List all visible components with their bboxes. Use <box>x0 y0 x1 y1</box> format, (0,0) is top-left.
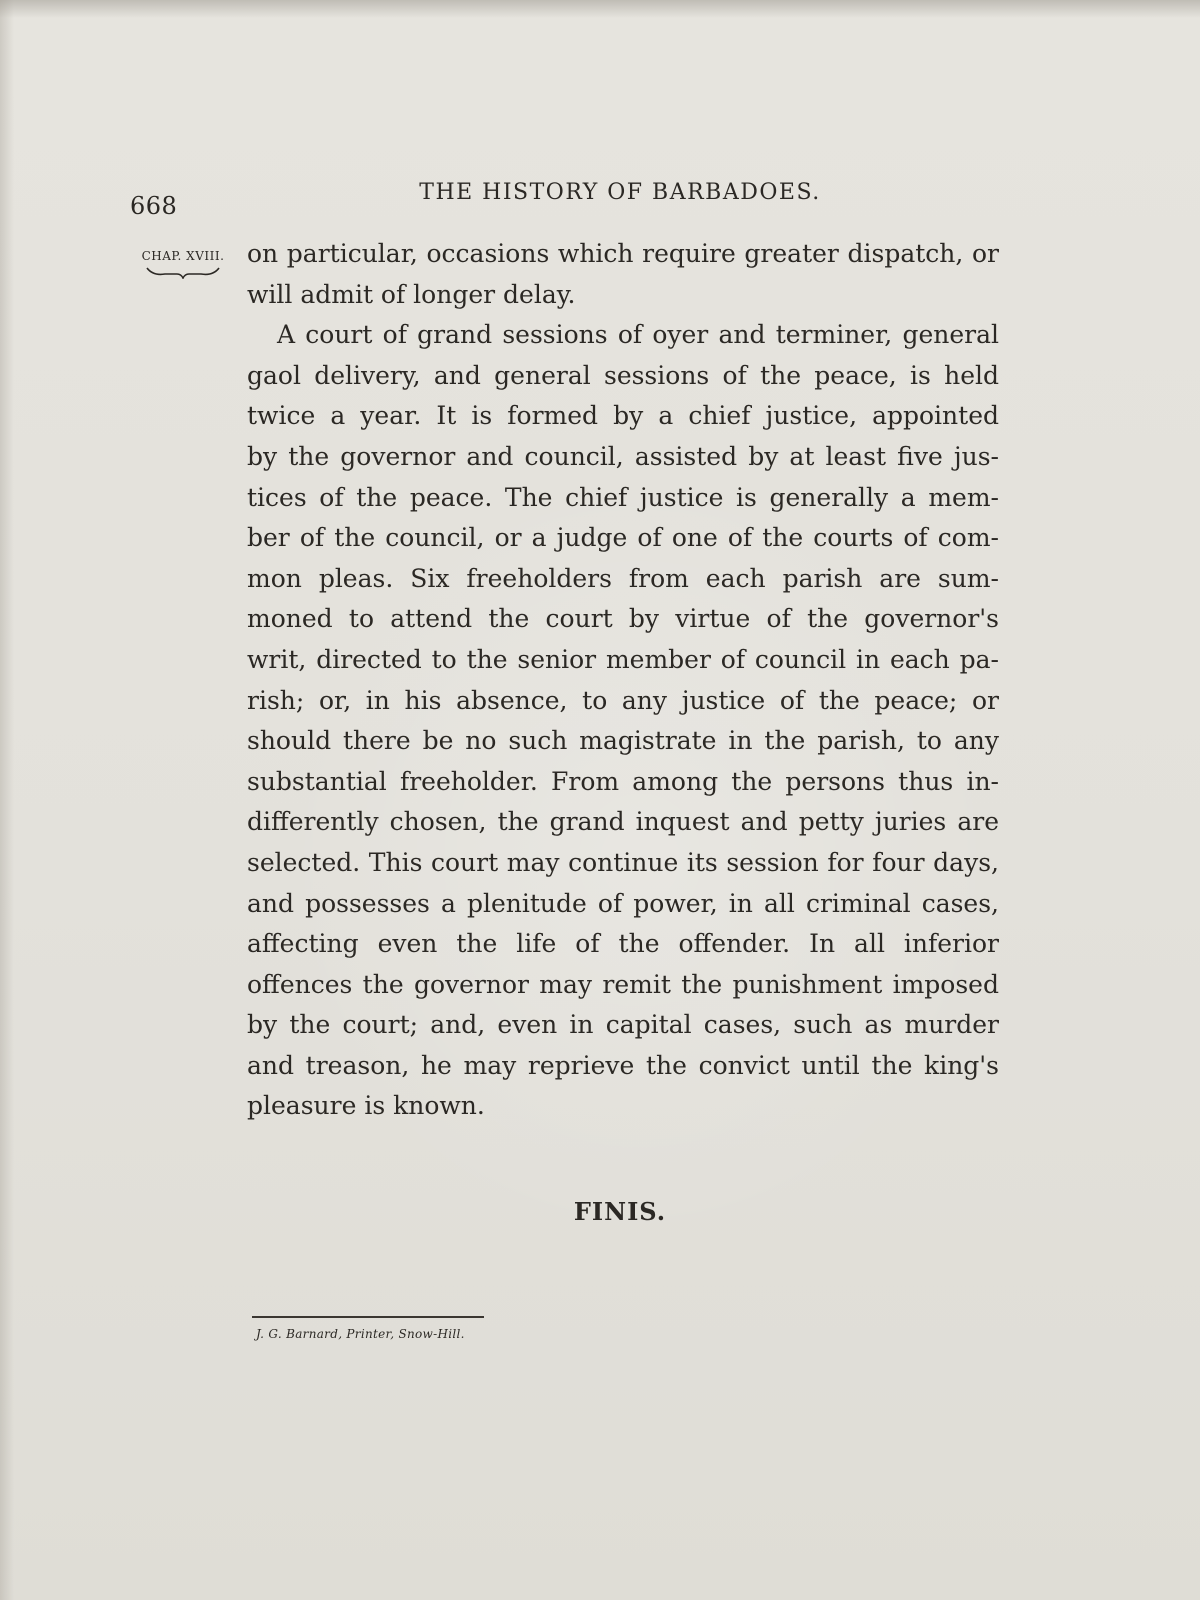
text-line: A court of grand sessions of oyer and terminer, general <box>277 320 999 350</box>
text-line: differently chosen, the grand inquest and petty juries are <box>247 807 999 837</box>
page-number: 668 <box>130 192 178 220</box>
text-line: and treason, he may reprieve the convict until the king's <box>247 1050 999 1080</box>
finis-heading: FINIS. <box>573 1197 667 1226</box>
chapter-label: CHAP. XVIII. <box>141 249 225 263</box>
text-line: moned to attend the court by virtue of the governor's <box>247 604 999 634</box>
text-line: pleasure is known. <box>247 1091 485 1121</box>
text-line: ber of the council, or a judge of one of the courts of com- <box>247 523 999 553</box>
text-line: and possesses a plenitude of power, in all criminal cases, <box>247 888 999 918</box>
text-line: tices of the peace. The chief justice is generally a mem- <box>247 482 999 512</box>
text-line: substantial freeholder. From among the persons thus in- <box>247 766 999 796</box>
text-line: rish; or, in his absence, to any justice of the peace; or <box>247 685 999 715</box>
brace-icon <box>145 265 221 279</box>
text-line: by the court; and, even in capital cases, such as murder <box>247 1010 999 1040</box>
text-line: selected. This court may continue its session for four days, <box>247 847 999 877</box>
marginal-chapter-note <box>130 249 236 279</box>
body-text <box>247 234 999 1127</box>
text-line: will admit of longer delay. <box>247 279 576 309</box>
text-line: on particular, occasions which require greater dispatch, or <box>247 239 999 268</box>
text-line: should there be no such magistrate in the parish, to any <box>247 726 999 756</box>
text-line: writ, directed to the senior member of council in each pa- <box>247 644 999 674</box>
page-edge-shadow <box>0 0 14 1600</box>
page-top-shadow <box>0 0 1200 18</box>
text-line: twice a year. It is formed by a chief justice, appointed <box>247 401 999 431</box>
text-line: gaol delivery, and general sessions of the peace, is held <box>247 360 999 390</box>
text-line: offences the governor may remit the punishment imposed <box>247 969 999 999</box>
running-head: THE HISTORY OF BARBADOES. <box>419 180 821 205</box>
printer-imprint: J. G. Barnard, Printer, Snow-Hill. <box>256 1327 465 1341</box>
printer-rule <box>252 1316 484 1318</box>
text-line: affecting even the life of the offender. In all inferior <box>247 929 999 959</box>
text-line: by the governor and council, assisted by at least five jus- <box>247 441 999 471</box>
text-line: mon pleas. Six freeholders from each parish are sum- <box>247 563 999 593</box>
